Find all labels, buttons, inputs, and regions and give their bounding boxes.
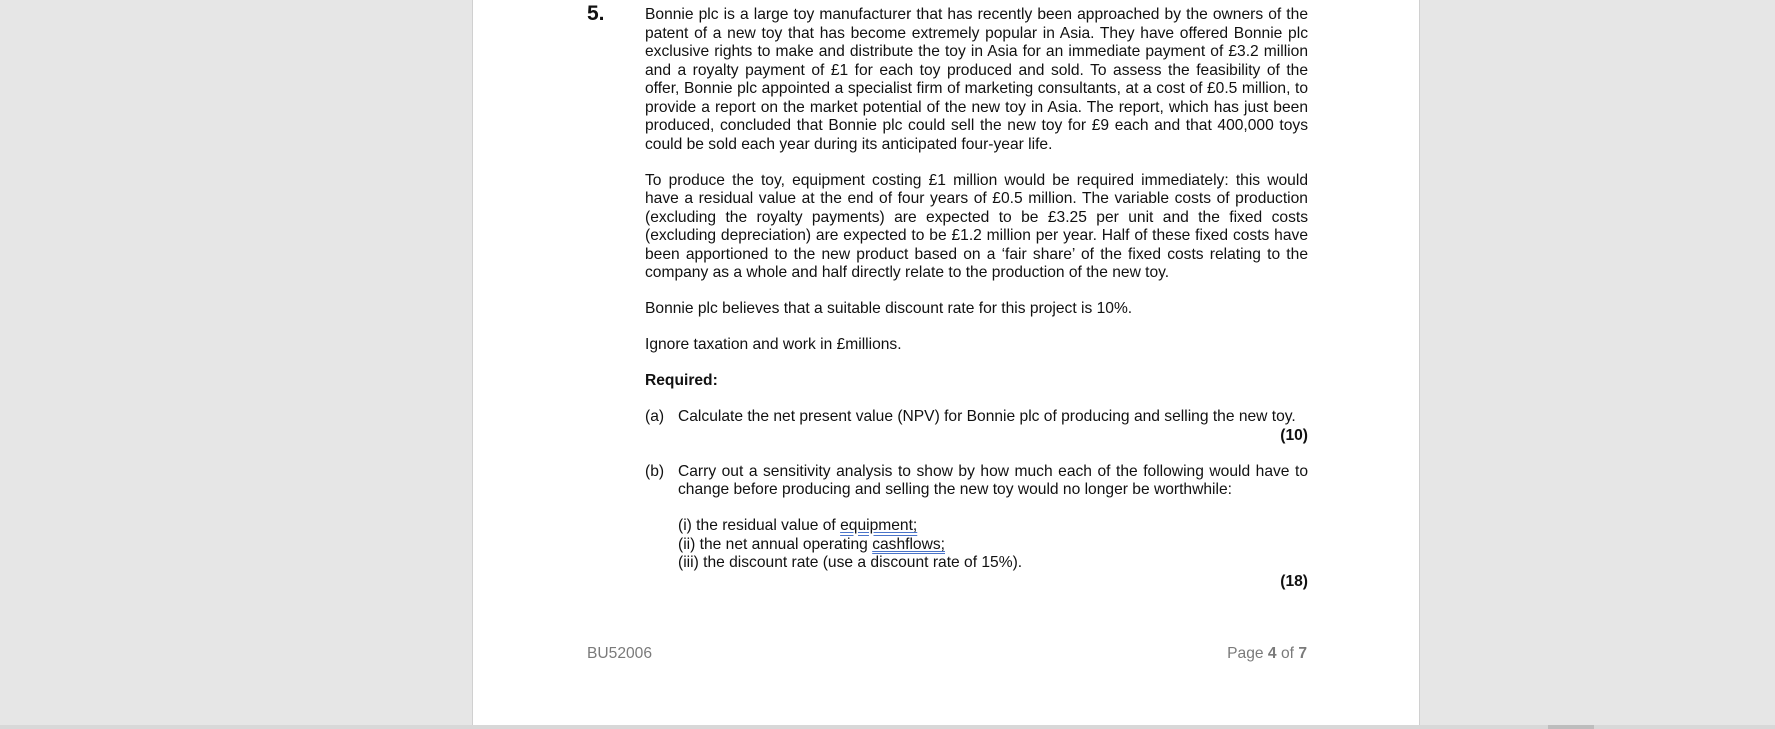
paragraph-taxation: Ignore taxation and work in £millions.	[645, 336, 902, 353]
spellcheck-flagged-word[interactable]: equipment;	[840, 517, 918, 534]
part-a-marks: (10)	[1280, 426, 1308, 444]
required-heading: Required:	[645, 372, 718, 389]
part-b-marks: (18)	[1280, 572, 1308, 590]
question-body	[645, 6, 1308, 591]
footer-page-word: Page	[1227, 645, 1264, 662]
scrollbar-thumb[interactable]	[1548, 725, 1594, 729]
list-item	[678, 517, 1308, 536]
paragraph-production: To produce the toy, equipment costing £1 million would be required immediately: this would have a residual value at the end of four years of £0.5 million. The variable costs of production (excluding the royalty payments) are expected to be £3.25 per unit and the fixed costs (excluding depreciation) are expected to be £1.2 million per year. Half of these fixed costs have been apportioned to the new product based on a ‘fair share’ of the fixed costs relating to the company as a whole and half directly relate to the production of the new toy.	[645, 171, 1308, 281]
list-item-text: (i) the residual value of	[678, 517, 841, 534]
list-item-text: (iii) the discount rate (use a discount rate of 15%).	[678, 554, 1023, 571]
footer-page-current: 4	[1267, 645, 1277, 662]
footer-page-total: 7	[1298, 645, 1307, 662]
list-item	[678, 536, 1308, 555]
part-b	[645, 463, 1308, 500]
part-a-text: Calculate the net present value (NPV) for Bonnie plc of producing and selling the new toy.	[678, 408, 1296, 425]
paragraph-discount-rate: Bonnie plc believes that a suitable discount rate for this project is 10%.	[645, 300, 1133, 317]
part-a-label: (a)	[645, 408, 665, 425]
part-b-label: (b)	[645, 462, 665, 480]
question-number: 5.	[587, 2, 605, 25]
document-page	[472, 0, 1420, 725]
footer-page-number	[1227, 645, 1307, 663]
spellcheck-flagged-word[interactable]: cashflows;	[872, 535, 945, 553]
list-item-text: (ii) the net annual operating	[678, 535, 873, 553]
list-item	[678, 554, 1308, 573]
part-b-sublist	[645, 517, 1308, 573]
footer-of-word: of	[1280, 645, 1294, 662]
part-b-text: Carry out a sensitivity analysis to show by how much each of the following would have to change before producing and selling the new toy would no longer be worthwhile:	[678, 462, 1308, 498]
paragraph-intro: Bonnie plc is a large toy manufacturer that has recently been approached by the owners of the patent of a new toy that has become extremely popular in Asia. They have offered Bonnie plc exclusive rights to make and distribute the toy in Asia for an immediate payment of £3.2 million and a royalty payment of £1 for each toy produced and sold. To assess the feasibility of the offer, Bonnie plc appointed a specialist firm of marketing consultants, at a cost of £0.5 million, to provide a report on the market potential of the new toy in Asia. The report, which has just been produced, concluded that Bonnie plc could sell the new toy for £9 each and that 400,000 toys could be sold each year during its anticipated four-year life.	[645, 6, 1308, 153]
footer-course-code: BU52006	[587, 645, 653, 662]
part-a	[645, 408, 1308, 427]
horizontal-scrollbar[interactable]	[0, 725, 1775, 729]
